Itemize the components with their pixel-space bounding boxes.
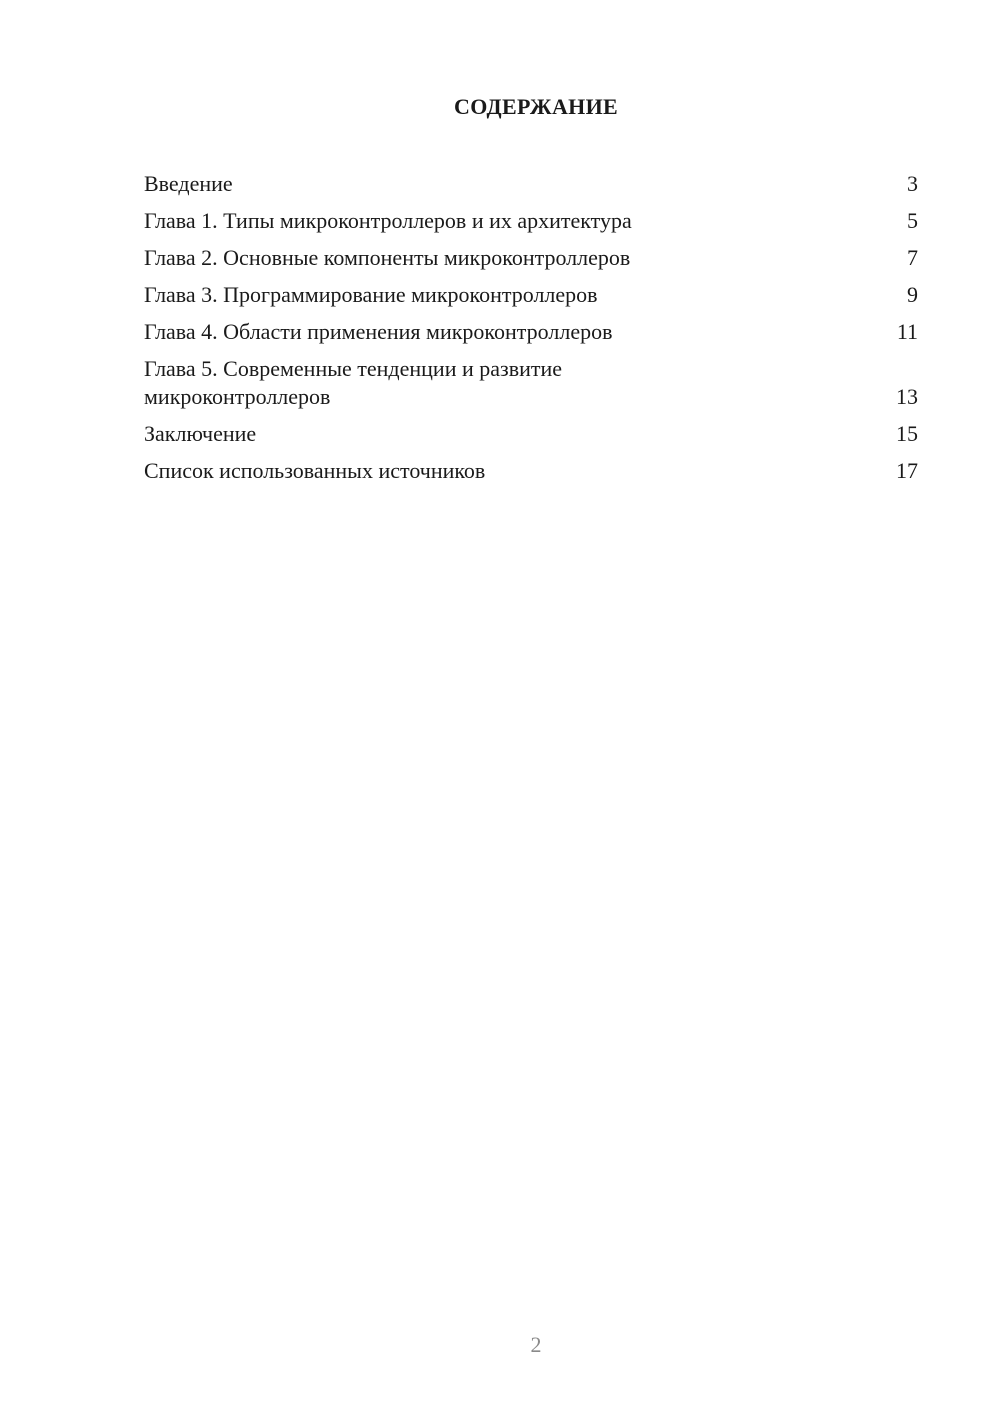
- toc-entry: [144, 244, 918, 272]
- page-number: 2: [530, 1332, 542, 1357]
- toc-entry: [144, 170, 918, 198]
- toc-entry: [144, 207, 918, 235]
- toc-entry-page: 15: [896, 421, 918, 446]
- toc-entry-page: 11: [896, 319, 918, 344]
- toc-entry-text: Введение: [144, 171, 233, 196]
- toc-entry-page: 7: [907, 245, 918, 270]
- toc-entry-text: Глава 1. Типы микроконтроллеров и их архитектура: [144, 208, 632, 233]
- toc-entry-text: Список использованных источников: [144, 458, 486, 483]
- toc-entry-text: Глава 4. Области применения микроконтроллеров: [144, 319, 613, 344]
- toc-entry-text: Глава 3. Программирование микроконтроллеров: [144, 282, 598, 307]
- toc-entry: [144, 457, 918, 485]
- toc-entry: [144, 281, 918, 309]
- toc-entry-page: 3: [907, 171, 918, 196]
- toc-entry-page: 17: [896, 458, 918, 483]
- toc-entry: [144, 420, 918, 448]
- toc-entry: [144, 355, 918, 411]
- toc-entry: [144, 318, 918, 346]
- toc-entry-text: Заключение: [144, 421, 257, 446]
- toc-title: СОДЕРЖАНИЕ: [454, 94, 618, 119]
- toc-entry-page: 13: [896, 384, 918, 409]
- toc-entry-page: 5: [907, 208, 918, 233]
- toc-list: [144, 170, 918, 494]
- toc-entry-text: Глава 5. Современные тенденции и развитие микроконтроллеров: [144, 356, 563, 409]
- toc-entry-text: Глава 2. Основные компоненты микроконтроллеров: [144, 245, 631, 270]
- toc-entry-page: 9: [907, 282, 918, 307]
